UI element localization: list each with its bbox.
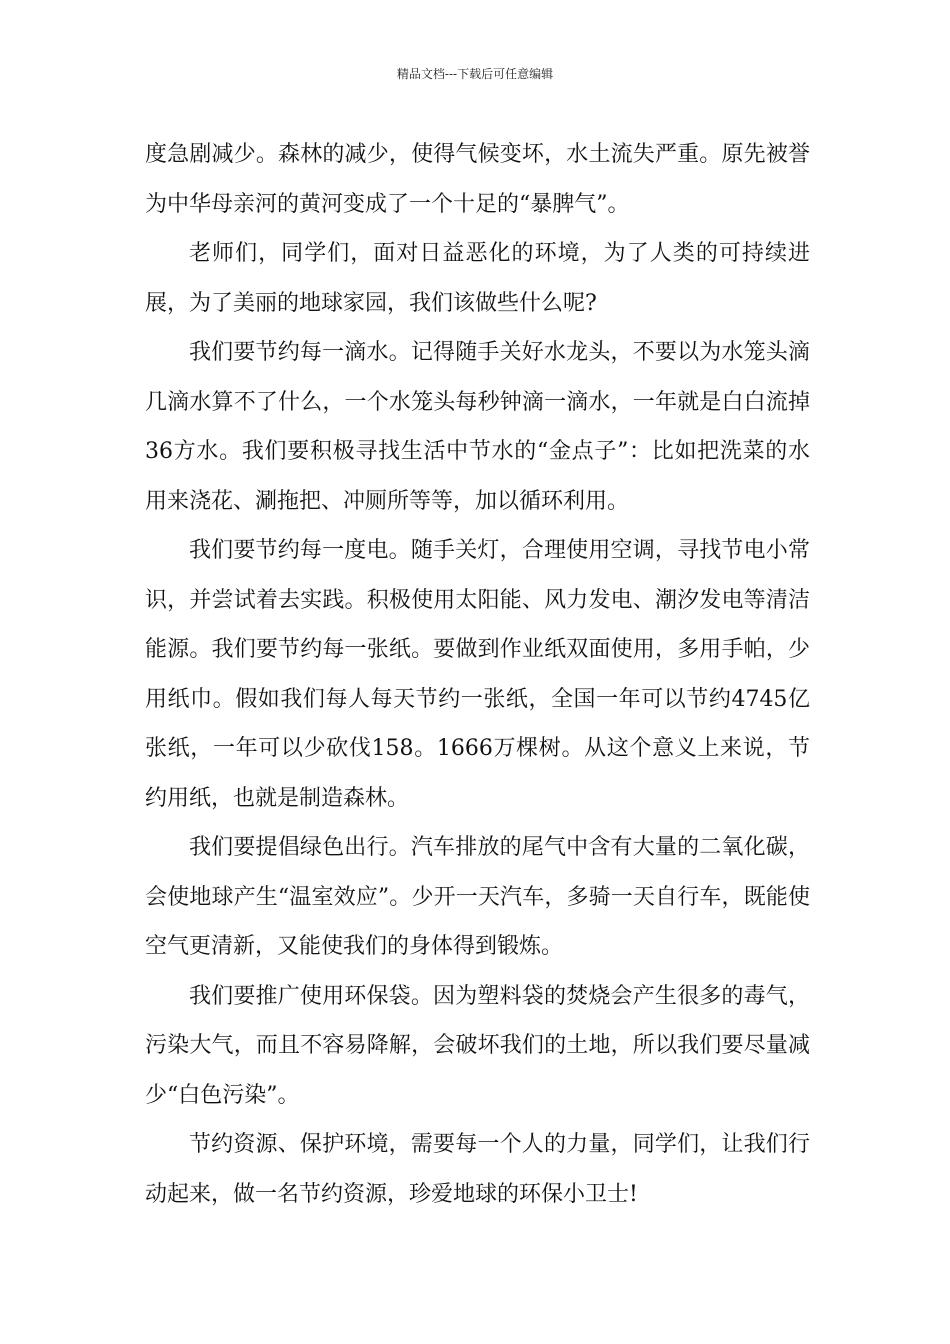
paragraph: 我们要节约每一度电。随手关灯，合理使用空调，寻找节电小常识，并尝试着去实践。积极使用太阳能、风力发电、潮汐发电等清洁能源。我们要节约每一张纸。要做到作业纸双面使用，多用手帕，少用纸巾。假如我们每人每天节约一张纸，全国一年可以节约4745亿张纸，一年可以少砍伐158。1666万棵树。从这个意义上来说，节约用纸，也就是制造森林。 xyxy=(145,538,810,811)
document-body xyxy=(145,130,810,1219)
paragraph: 我们要节约每一滴水。记得随手关好水龙头，不要以为水笼头滴几滴水算不了什么，一个水笼头每秒钟滴一滴水，一年就是白白流掉36方水。我们要积极寻找生活中节水的“金点子”：比如把洗菜的水用来浇花、涮拖把、冲厕所等等，加以循环利用。 xyxy=(145,340,810,514)
paragraph: 我们要提倡绿色出行。汽车排放的尾气中含有大量的二氧化碳，会使地球产生“温室效应”。少开一天汽车，多骑一天自行车，既能使空气更清新，又能使我们的身体得到锻炼。 xyxy=(145,835,810,959)
page-header: 精品文档---下载后可任意编辑 xyxy=(396,67,554,81)
paragraph: 度急剧减少。森林的减少，使得气候变坏，水土流失严重。原先被誉为中华母亲河的黄河变成了一个十足的“暴脾气”。 xyxy=(145,142,810,217)
paragraph: 节约资源、保护环境，需要每一个人的力量，同学们，让我们行动起来，做一名节约资源，珍爱地球的环保小卫士! xyxy=(145,1132,810,1207)
paragraph: 我们要推广使用环保袋。因为塑料袋的焚烧会产生很多的毒气，污染大气，而且不容易降解，会破坏我们的土地，所以我们要尽量减少“白色污染”。 xyxy=(145,983,810,1108)
paragraph: 老师们，同学们，面对日益恶化的环境，为了人类的可持续进展，为了美丽的地球家园，我们该做些什么呢? xyxy=(145,241,810,316)
